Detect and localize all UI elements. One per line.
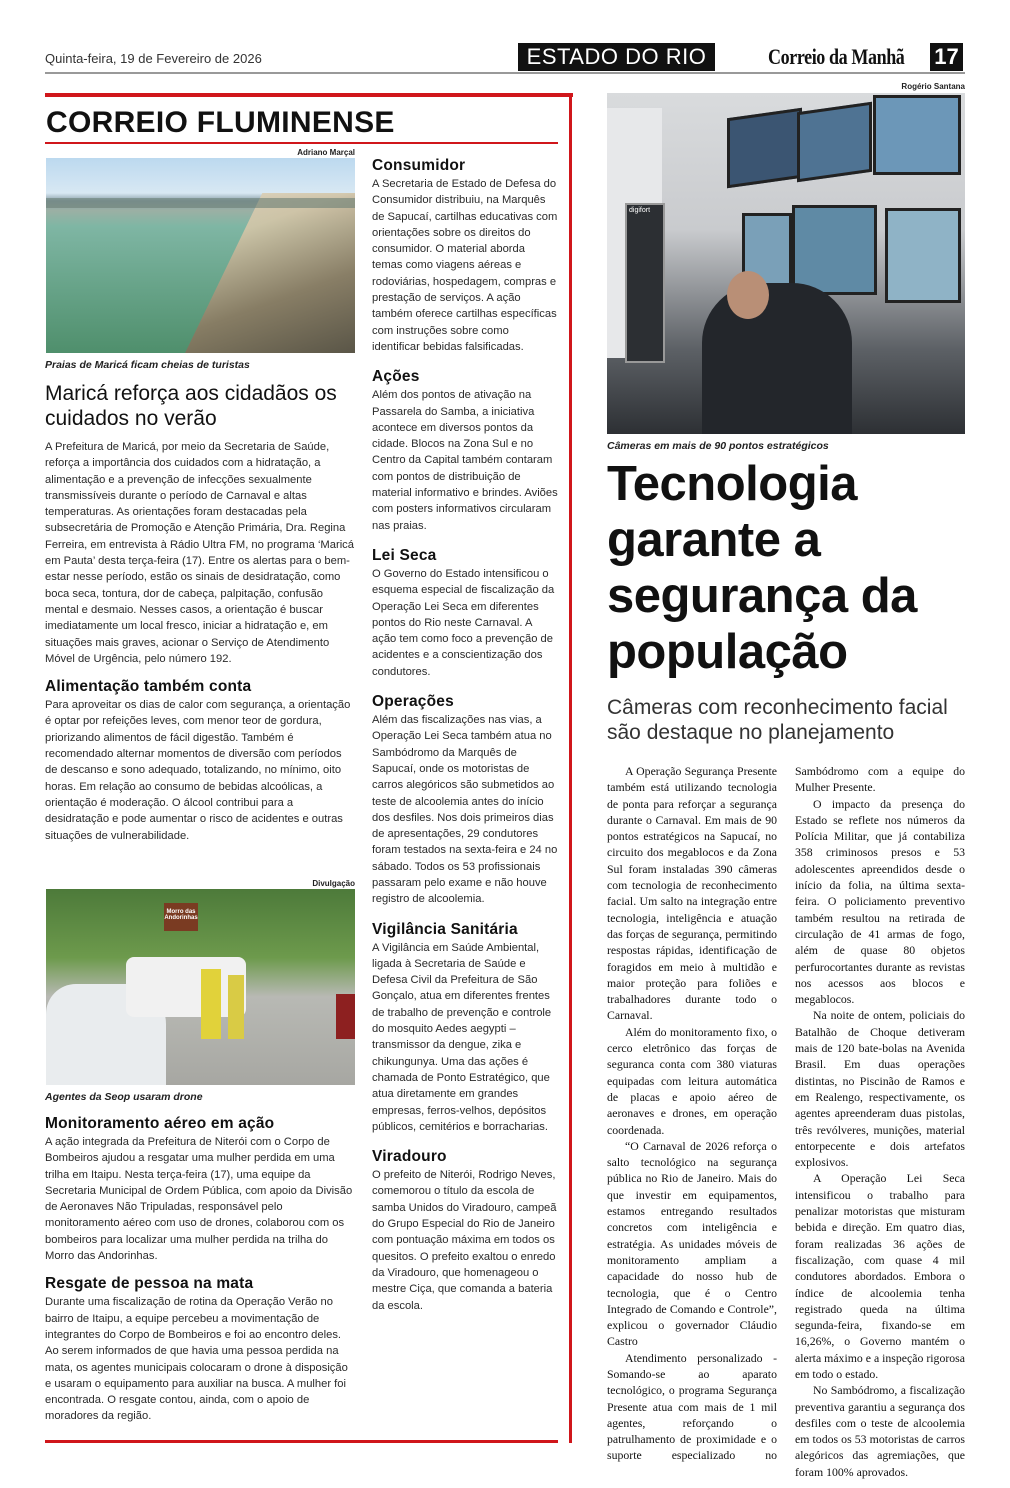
- monitor: [885, 208, 961, 303]
- red-car: [336, 994, 355, 1039]
- subheading: Ações: [372, 368, 420, 386]
- paragraph: Além do monitoramento fixo, o cerco eletrônico das forças de seguranca conta com 380 viaturas equipadas com leitura automática de placas e apoio aéreo de aeronaves e drones, em operação coordenada.: [607, 1024, 777, 1137]
- officer-figure: [702, 283, 852, 434]
- mountain-band: [46, 198, 355, 208]
- agent-figure: [201, 969, 221, 1039]
- photo-credit: Divulgação: [312, 879, 355, 888]
- photo-credit: Adriano Marçal: [297, 148, 355, 157]
- paragraph: O prefeito de Niterói, Rodrigo Neves, comemorou o título da escola de samba Unidos do Viradouro, campeã do Grupo Especial do Rio de Janeiro com pontuação máxima em todos os quesitos. O prefeito exaltou o enredo da Viradouro, que homenageou o mestre Ciça, que comanda a bateria da escola.: [372, 1169, 557, 1312]
- main-article-body: [607, 763, 965, 1480]
- photo-caption: Praias de Maricá ficam cheias de turistas: [45, 359, 250, 371]
- page-number: 17: [930, 43, 963, 71]
- column-title: CORREIO FLUMINENSE: [46, 106, 395, 139]
- section-label: ESTADO DO RIO: [518, 43, 715, 71]
- photo-caption: Câmeras em mais de 90 pontos estratégicos: [607, 440, 829, 452]
- article-body: [45, 1114, 355, 1425]
- paragraph: Além dos pontos de ativação na Passarela do Samba, a iniciativa acontece em diversos pontos da cidade. Blocos na Zona Sul e no Centro da Capital também contaram com pontos de distribuição de material informativo e brindes. Aviões com posters informativos circularam nas praias.: [372, 389, 558, 532]
- briefs-column: [372, 156, 558, 1314]
- photo-credit: Rogério Santana: [901, 82, 965, 91]
- control-room-photo: [607, 93, 965, 434]
- paragraph: Para aproveitar os dias de calor com segurança, a orientação é optar por refeições leves, com menor teor de gordura, priorizando alimentos de fácil digestão. Também é recomendado alternar momentos de diversão com períodos de descanso e sono adequado, totalizando, no mínimo, oito horas. Em relação ao consumo de bebidas alcoólicas, a orientação é moderação. O álcool contribui para a desidratação e pode aumentar o risco de acidentes e outras situações de vulnerabilidade.: [45, 699, 351, 842]
- paragraph: A Prefeitura de Maricá, por meio da Secretaria de Saúde, reforça a importância dos cuidados com a hidratação, a alimentação e a prevenção de infecções sexualmente transmissíveis durante o período de Carnaval e altas temperaturas. As orientações foram destacadas pela subsecretária de Promoção e Atenção Primária, Dra. Regina Ferreira, em entrevista à Rádio Ultra FM, no programa ‘Maricá em Pauta’ desta terça-feira (17). Entre os alertas para o bem-estar nesse período, estão os sinais de desidratação, como boca seca, tontura, dor de cabeça, palpitação, confusão mental e desmaio. Nesses casos, a orientação é buscar imediatamente um local fresco, iniciar a hidratação e, em situações mais graves, acionar o Serviço de Atendimento Móvel de Urgência, pelo número 192.: [45, 441, 355, 665]
- subheading: Monitoramento aéreo em ação: [45, 1115, 275, 1132]
- issue-date: Quinta-feira, 19 de Fevereiro de 2026: [45, 51, 262, 66]
- photo-caption: Agentes da Seop usaram drone: [45, 1091, 203, 1103]
- headline-deck: Câmeras com reconhecimento facial são destaque no planejamento: [607, 696, 948, 744]
- newspaper-logo: Correio da Manhã: [768, 44, 905, 69]
- article-headline: Maricá reforça aos cidadãos os cuidados no verão: [45, 382, 337, 430]
- title-underline: [45, 142, 558, 144]
- screen-label: digifort: [629, 207, 651, 214]
- paragraph: Além das fiscalizações nas vias, a Operação Lei Seca também atua no Sambódromo da Marquês de Sapucaí, onde os motoristas de carros alegóricos são submetidos ao teste de alcoolemia antes do início dos desfiles. Nos dois primeiros dias de apresentações, 29 condutores foram testados na sexta-feira e 24 no sábado. Todos os 53 profissionais passaram pelo exame e não houve registro de alcoolemia.: [372, 714, 558, 906]
- agent-figure: [228, 975, 244, 1039]
- subheading: Resgate de pessoa na mata: [45, 1275, 254, 1293]
- monitor: [873, 95, 961, 175]
- monitor: [792, 205, 877, 295]
- box-border-top: [45, 93, 573, 97]
- box-border-bottom: [45, 1440, 558, 1443]
- paragraph: “O Carnaval de 2026 reforça o salto tecnológico na segurança pública no Rio de Janeiro. Mais do que investir em equipamentos, estamos entregando resultados concretos com inteligência e estratégia. As unidades móveis de monitoramento ampliam a capacidade do nosso hub de tecnologia, que é o Centro Integrado de Comando e Controle”, explicou o governador Cláudio Castro: [607, 1138, 777, 1349]
- paragraph: O impacto da presença do Estado se reflete nos números da Polícia Militar, que já contabiliza 358 criminosos presos e 53 adolescentes apreendidos desde o início da folia, na última sexta-feira. O policiamento preventivo também resultou na retirada de circulação de 41 armas de fogo, além de quase 80 objetos perfurocortantes durante as revistas nos acessos aos blocos e megablocos.: [795, 796, 965, 1007]
- paragraph: No Sambódromo, a fiscalização preventiva garantiu a segurança dos desfiles com o teste de alcoolemia em todos os 53 motoristas de carros alegóricos das agremiações, que foram 100% aprovados.: [795, 1383, 965, 1479]
- street-photo: [46, 889, 355, 1085]
- subheading: Vigilância Sanitária: [372, 920, 518, 938]
- paragraph: A Vigilância em Saúde Ambiental, ligada à Secretaria de Saúde e Defesa Civil da Prefeitura de São Gonçalo, atua em diferentes frentes de trabalho de prevenção e controle do mosquito Aedes aegypti – transmissor da dengue, zika e chikungunya. Uma das ações é chamada de Ponto Estratégico, que atua diretamente em grandes empresas, ferros-velhos, depósitos públicos, cemitérios e borracharias.: [372, 941, 552, 1133]
- monitor: [727, 108, 802, 189]
- header-divider: [45, 72, 965, 74]
- subheading: Consumidor: [372, 157, 466, 174]
- trail-sign: Morro das Andorinhas: [164, 903, 198, 931]
- subheading: Lei Seca: [372, 546, 437, 564]
- beach-photo: [46, 158, 355, 353]
- paragraph: Durante uma fiscalização de rotina da Operação Verão no bairro de Itaipu, a equipe percebeu a movimentação de integrantes do Corpo de Bombeiros e foi ao encontro deles. Ao serem informados de que havia uma pessoa perdida na mata, os agentes municipais colocaram o drone à disposição e usaram o equipamento para auxiliar na busca. A mulher foi encontrada. O resgate contou, ainda, com o apoio de moradores da região.: [45, 1296, 348, 1423]
- beach-sand-shape: [46, 193, 355, 353]
- subheading: Alimentação também conta: [45, 678, 252, 696]
- subheading: Operações: [372, 693, 454, 711]
- box-border-right: [569, 93, 572, 1443]
- paragraph: A ação integrada da Prefeitura de Niterói com o Corpo de Bombeiros ajudou a resgatar uma mulher perdida em uma trilha em Itaipu. Nesta terça-feira (17), uma equipe da Secretaria Municipal de Ordem Pública, com apoio da Divisão de Aeronaves Não Tripuladas, responsável pelo monitoramento aéreo com uso de drones, colaborou com os bombeiros para localizar uma mulher perdida na trilha do Morro das Andorinhas.: [45, 1136, 353, 1263]
- paragraph: Atendimento personalizado - Somando-se ao aparato tecnológico, o programa Segurança Presente atua com mais de 1 mil agentes, reforçando o patrulhamento de proximidade e o suporte especializado no Sambódromo com a equipe do Mulher Presente.: [607, 764, 965, 1463]
- article-body: [45, 439, 355, 844]
- control-screen: [625, 203, 665, 363]
- monitor: [797, 102, 872, 183]
- officer-head: [727, 271, 769, 319]
- paragraph: A Secretaria de Estado de Defesa do Consumidor distribuiu, na Marquês de Sapucaí, cartilhas educativas com orientações sobre os direitos do consumidor. O material aborda temas como viagens aéreas e rodoviárias, hospedagem, compras e prestação de serviços. A ação também oferece cartilhas específicas com instruções sobre como identificar bebidas falsificadas.: [372, 178, 558, 353]
- paragraph: O Governo do Estado intensificou o esquema especial de fiscalização da Operação Lei Seca em diferentes pontos do Rio neste Carnaval. A ação tem como foco a prevenção de acidentes e a conscientização dos condutores.: [372, 567, 555, 678]
- paragraph: A Operação Segurança Presente também está utilizando tecnologia de ponta para reforçar a segurança durante o Carnaval. Em mais de 90 pontos estratégicos na Sapucaí, no circuito dos megablocos e da Zona Sul foram instaladas 390 câmeras com tecnologia de reconhecimento facial. Um salto na integração entre tecnologia, inteligência e atuação das forças de segurança, permitindo respostas rápidas, identificação de foragidos em meio à multidão e maior proteção para foliões e trabalhadores durante todo o Carnaval.: [607, 764, 777, 1023]
- main-headline: Tecnologia garante a segurança da população: [607, 457, 917, 679]
- subheading: Viradouro: [372, 1148, 447, 1166]
- paragraph: Na noite de ontem, policiais do Batalhão de Choque detiveram mais de 120 bate-bolas na Avenida Brasil. Em duas operações distintas, no Piscinão de Ramos e em Realengo, respectivamente, os agentes apreenderam duas pistolas, três revólveres, munições, material entorpecente e dois artefatos explosivos.: [795, 1008, 965, 1170]
- paragraph: A Operação Lei Seca intensificou o trabalho para penalizar motoristas que misturam bebida e direção. Em quatro dias, foram realizadas 36 ações de fiscalização, com quase 4 mil condutores abordados. Embora o índice de alcoolemia tenha registrado queda na última segunda-feira, fixando-se em 16,26%, o Governo mantém o alerta máximo e a inspeção rigorosa em todo o estado.: [795, 1171, 966, 1381]
